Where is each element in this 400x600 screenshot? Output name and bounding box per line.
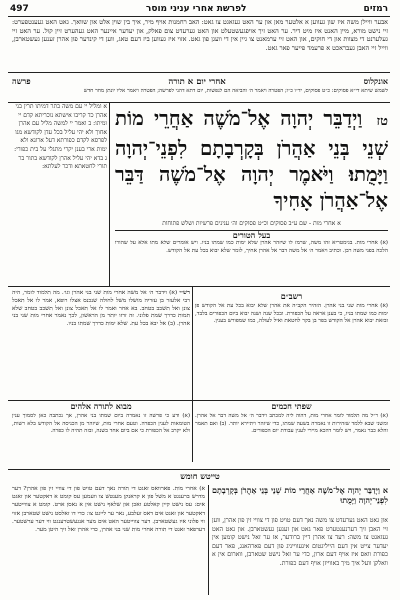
sifsei-text: (א) ר״ל מה תלמוד לומר אחרי מות, דהוה ליה למכתב וידבר ה׳ אל משה דבר אל אהרן. ומשני שבא ללמד שזהירות זו נאמרה בשעה שמתו, כדי שיזהר ויתיירא יותר. (ב) ואם תאמר והלא כבר נאמר, ויש לומר דהכא מיירי לענין עבודת יום הכפורים. — [195, 413, 388, 434]
yiddish-commentary: א) אחרי מות. פארוואס זאגט די תורה נאך דעם טויט פון די צוויי זין פון אהרן? דער מדרש ברענגט א משל פון א קראנקן מענטש צו וועמען עס קומט א דאקטער און זאגט אים: עס נישט קיין קאלטע זאכן און שלאף נישט אין א נאסן ארט. קומט א צווייטער דאקטער און זאגט אים דאס זעלבע, נאר ער לייגט צו: כדי דו זאלסט נישט שטארבן אזוי ווי פלוני איז געשטארבן. דער צווייטער האט אים מער אנגעשטרענגט ווי דער ערשטער. דערפאר זאגט די תורה אחרי מות שני בני אהרן, כדי אהרן זאל זיך היטן מער. — [12, 486, 205, 534]
running-header — [10, 2, 388, 15]
rashi-text — [12, 290, 190, 400]
verse-number: טז — [376, 114, 388, 129]
section-right: אונקלוס — [363, 76, 388, 86]
header-rule — [8, 16, 390, 17]
rashbam-heading: רשב״ם — [280, 291, 303, 301]
mikraot-heading: מבוא לתורה אלהים — [70, 401, 132, 411]
header-title: לפרשת אחרי עניני מוסר — [145, 3, 247, 14]
targum-divider — [109, 103, 110, 286]
top-commentary: אבער וויילן משה איז שון געווען א אלטער מאן און ער האט געזאגט צו גאט: האב רחמנות אויף מיר, איך בין שוין אלט און שוואך. גאט האט געענטפערט: זיי נישט מורא, מיין האנט איז מיט דיר. ער האט זיך אויפגעשטעלט און האט גערעדט צום פאלק, און יעדער איינער האט געהערט זיין קול. ער האט זיי געלערנט די מצוות און די חוקים, און האט זיי ערמאנט צו גיין אין די וועגן פון גאט. אזוי איז געווען ביז דעם טאג, ווען די קינדער פון אהרן זענען געשטארבן, ווייל זיי האבן געבראכט א פרעמד פייער פאר גאט. — [12, 18, 388, 52]
rashbam-text: (א) אחרי מות שני בני אהרן. הזהיר הקב״ה את אהרן שלא יבוא בכל עת אל הקודש פן ימות כמו שמתו בניו, כי בענן אראה על הכפורת. ובכל שנה ושנה יבוא ביום הכפורים בלבד, ובזאת יבוא אהרן אל הקודש בפר בן בקר לחטאת ואיל לעולה, כמו שמפורש בענין. — [195, 303, 388, 325]
sifsei-heading: שפתי חכמים — [271, 401, 312, 411]
header-right-label: רמזים — [363, 3, 388, 14]
baal-haturim-text: (א) אחרי מות. בגימטריא זהו משה, שרמז לו שיזהר אהרן שלא ימות כמו שמתו בניו. ויש אומרים שלא מתו אלא על שהורו הלכה בפני משה רבן. וכתיב ויאמר ה׳ אל משה דבר אל אהרן אחיך, לומר שלא יבוא בכל עת אל הקודש. — [115, 240, 388, 254]
rashi-heading: רש״י — [179, 290, 190, 296]
section-center: אחרי יום א תורה — [168, 76, 226, 87]
commentary-divider — [192, 287, 193, 462]
commentary-rule — [8, 286, 390, 287]
main-verse — [115, 105, 388, 215]
section-rule — [8, 72, 390, 73]
page-number: 497 — [10, 3, 29, 14]
verse-text: וַיְדַבֵּר יְהוָה אֶל־מֹשֶׁה אַחֲרֵי מוֹת שְׁנֵי בְּנֵי אַהֲרֹן בְּקָרְבָתָם לִפְנֵי־יְהוָה וַיָּמֻתוּ׃ וַיֹּאמֶר יְהוָה אֶל־מֹשֶׁה דַּבֵּר אֶל־אַהֲרֹן אָחִיךָ — [115, 106, 388, 212]
haftarah-note: א אחרי מות - שם ע״ב פסוקים וכ״ט פסוקים וה׳ ענינים פרשיות ושלש פתוחות — [115, 218, 388, 231]
yiddish-rule — [8, 469, 390, 470]
section-note: לשמש שיתא די״א פסוקים: כ״ט פסוקים, יד״ו כ״ו; הפטרה ויאמר ה׳ והביאה הם לנפשות, יום דתא דהני לפרשה; הפטרה ויאמר אליו יונתן מחר חדש — [83, 88, 388, 94]
yiddish-translation: און גאט האט גערעדט צו משה נאך דעם טויט פון די צוויי זין פון אהרן, ווען זיי האבן זיך דערנענטערט פאר גאט און זענען געשטארבן. און גאט האט געזאגט צו משה: רעד צו אהרן דיין ברודער, אז ער זאל נישט קומען אין יעדער צייט אין דעם הייליגטום אינעווייניג פון דעם פארהאנג, פאר דעם כפורת וואס איז אויף דעם ארון, כדי ער זאל נישט שטארבן, ווארום אין א וואלקן וועל איך מיך באווייזן אויף דעם כפורת. — [212, 517, 388, 567]
targum-column: א ומליל יי עם משה בתר דמיתו תרין בני אהרן כד קריבו אישתא נוכריתא קדם יי ומיתו: ב ואמר יי למשה מליל עם אהרן אחוך ולא יהי עליל בכל עדן לקודשא מגו לפרסא לקדם כפורתא דעל ארונא ולא ימות ארי בענן יקרי מתגלי על בית כפורי: ג בדא יהי עליל אהרן לקודשא בתור בר תורי לחטאתא ודכר לעלתא: — [14, 103, 107, 171]
section-band — [12, 75, 388, 87]
section-left: פרשה — [12, 76, 31, 86]
hebrew-verse-line: א וַיְדַבֵּר יְהוָה אֶל־מֹשֶׁה אַחֲרֵי מוֹת שְׁנֵי בְּנֵי אַהֲרֹן בְּקָרְבָתָם לִפְנֵי־יְהוָה וַיָּמֻתוּ — [212, 485, 388, 505]
rashi-body: (א) וידבר ה׳ אל משה אחרי מות שני בני אהרן וגו׳. מה תלמוד לומר, היה רבי אלעזר בן עזריה מושלו משל לחולה שנכנס אצלו רופא, אמר לו אל תאכל צונן ואל תשכב בטחב. בא אחר ואמר לו אל תאכל צונן ואל תשכב בטחב שלא תמות כדרך שמת פלוני. זה זרזו יותר מן הראשון, לכך נאמר אחרי מות שני בני אהרן. (ב) אל יבא בכל עת. שלא ימות כדרך שמתו בניו. — [12, 290, 190, 328]
yiddish-heading: טייטש חומש — [180, 471, 220, 481]
baal-haturim-heading: בעל הטורים — [232, 230, 271, 240]
mikraot-text: (א) ודע כי פרשה זו נאמרה ביום שמתו בני אהרן, אך נכתבה כאן לסמוך ענין הטומאות לענין הכפרה. וטעם אחרי מות, שיזהר מן הכניסה אל הקודש בלא רשות, ולא יקרב אל הכפורת כי אם ביום אחד בשנה, ובזה תהיה לו כפרה. — [12, 413, 190, 434]
yiddish-divider — [208, 485, 209, 595]
